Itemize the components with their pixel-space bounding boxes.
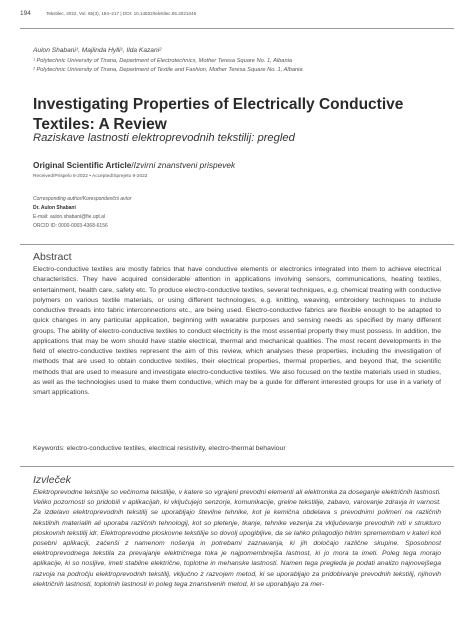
journal-citation: Tekstilec, 2022, Vol. 65(3), 194–217 | DOI: 10.14502/tekstilec.65.2021045 <box>46 11 197 16</box>
corresponding-author-email[interactable]: E-mail: aulon.shabani@fie.upt.al <box>33 214 106 220</box>
article-type-en: Original Scientific Article <box>33 160 132 170</box>
affiliation-1: ¹ Polytechnic University of Tirana, Department of Electrotechnics, Mother Teresa Square No. 1, Albania <box>33 58 293 64</box>
article-subtitle: Raziskave lastnosti elektroprevodnih tekstilij: pregled <box>33 132 295 144</box>
author-list: Aulon Shabani¹, Majlinda Hylli¹, Ilda Kazani² <box>33 47 162 54</box>
affiliation-2: ² Polytechnic University of Tirana, Department of Textile and Fashion, Mother Teresa Square No. 1, Albania <box>33 67 303 73</box>
keywords-label: Keywords: <box>33 445 65 452</box>
article-type-sl: Izvirni znanstveni prispevek <box>133 160 236 170</box>
corresponding-author-orcid[interactable]: ORCID ID: 0000-0003-4368-6156 <box>33 223 108 229</box>
page-number: 194 <box>20 10 31 17</box>
running-header <box>20 10 196 17</box>
article-type <box>33 160 235 170</box>
article-type-separator: / <box>131 160 134 170</box>
keywords <box>33 445 441 452</box>
corresponding-author-name: Dr. Aulon Shabani <box>33 205 76 211</box>
keywords-list: electro-conductive textiles, electrical resistivity, electro-thermal behaviour <box>66 445 286 452</box>
izvlecek-divider <box>20 466 454 467</box>
abstract-divider <box>20 244 454 245</box>
article-title: Investigating Properties of Electrically Conductive Textiles: A Review <box>33 96 404 133</box>
izvlecek-text: Elektroprevodne tekstilije so večinoma tekstilije, v katere so vgrajeni prevodni elementi ali elektronika za doseganje električnih lastnosti. Veliko pozornosti so pridobili v aplikacijah, ki vključujejo senzorje, komunikacije, grelne tekstilije, zabavo, varovanje zdravja in varnost. Za izdelavo elektroprevodnih tekstilij se uporabljajo številne tehnike, kot je kemična obdelava s prevodnimi polimeri na različnih tekstilnih materialih ali uporaba različnih tehnologij, kot so pletenje, tkanje, tehnike vezenja za vključevanje prevodnih niti v strukturo ploskovnih tekstilij idr. Elektroprevodne ploskovne tekstilije so dovolj upogibljive, da se lahko prilagodijo hitrim spremembam v kateri koli posebni aplikaciji, začenši z namenom nošenja in potrebami zaznavanja, ki jih določajo različne skupine. Sposobnost elektroprevodnega tekstila za prevajanje električnega toka je najpomembnejša lastnost, ki jo mora ta imeti. Poleg tega morajo aplikacije, ki so nosljive, imeti stabilne električne, toplotne in mehanske lastnosti. Namen tega pregleda je podati analizo najnovejšega razvoja na področju elektroprevodnih tekstilij, vključno z razvojem metod, ki se uporabljajo za pridobivanje prevodnih tekstilij, njihovih električnih lastnosti, toplotnih lastnosti in poleg tega znanstvenih metod, ki se uporabljajo za mer- <box>33 489 441 588</box>
received-accepted-dates: Received/Prispelo 6-2022 • Accepted/Sprejeto 9-2022 <box>33 174 148 179</box>
izvlecek-heading: Izvleček <box>33 474 71 486</box>
abstract-text: Electro-conductive textiles are mostly fabrics that have conductive elements or electronics integrated into them to achieve electrical characteristics. They have acquired considerable attention in applications involving sensors, communications, heating textiles, entertainment, health care, safety etc. To produce electro-conductive textiles, several techniques, e.g. chemical treating with conductive polymers on various textile materials, or using different technologies, e.g. knitting, weaving, embroidery techniques to include conductive threads into fabric interconnections etc., are being used. Electro-conductive fabrics are flexible enough to be adapted to quick changes in any particular application, beginning with wearable purposes and sensing needs as specified by many different groups. The ability of electro-conductive textiles to conduct electricity is the most essential property they must possess. In addition, the applications that may be worn should have stable electrical, thermal and mechanical qualities. The most recent developments in the field of electro-conductive textiles represent the aim of this review, which analyses these properties, including the investigation of methods that are used to obtain conductive textiles, their electrical properties, thermal properties, and beyond that, the scientific methods that are used to measure and investigate electro-conductive textiles. We also focused on the textile materials used in studies, as well as the technologies used to make them conductive, which may be a guide for different interested groups for use in a variety of smart applications. <box>33 266 441 396</box>
header-divider <box>20 28 454 29</box>
abstract-heading: Abstract <box>33 251 72 263</box>
corresponding-author-label: Corresponding author/Korespondenčni avtor <box>33 196 132 202</box>
